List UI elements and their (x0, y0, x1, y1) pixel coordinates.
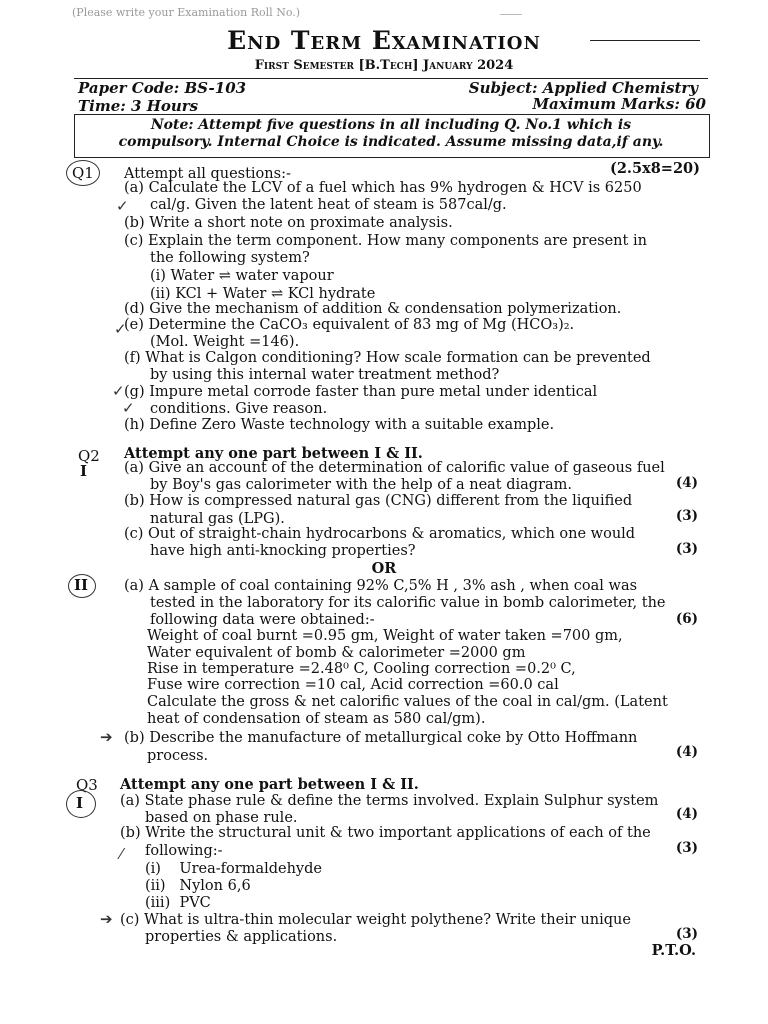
q1-h-line1: (h) Define Zero Waste technology with a suitable example. (124, 417, 555, 433)
pto-label: P.T.O. (651, 942, 696, 959)
tick-mark-icon: ⁄ (120, 845, 123, 863)
q1-e-line1: (e) Determine the CaCO₃ equivalent of 83 mg of Mg (HCO₃)₂. (124, 317, 575, 333)
q3-b-item-i: (i) Urea-formaldehyde (145, 861, 322, 877)
faint-dash (500, 14, 522, 15)
q1-c-line3: (i) Water ⇌ water vapour (150, 268, 334, 284)
faint-top-text: (Please write your Examination Roll No.) (72, 6, 301, 19)
q1-marks: (2.5x8=20) (609, 160, 700, 177)
q3-heading: Attempt any one part between I & II. (120, 776, 419, 793)
q1-d-line1: (d) Give the mechanism of addition & condensation polymerization. (124, 301, 622, 317)
q3-b-line1: (b) Write the structural unit & two important applications of each of the (120, 825, 651, 841)
q3-part-i-label: I (76, 794, 84, 812)
q1-c-line4: (ii) KCl + Water ⇌ KCl hydrate (150, 286, 376, 302)
q3-a-line2: based on phase rule. (145, 810, 298, 826)
q2-ii-b-line1: (b) Describe the manufacture of metallurgical coke by Otto Hoffmann (124, 730, 638, 746)
q3-a-line1: (a) State phase rule & define the terms involved. Explain Sulphur system (120, 793, 659, 809)
q2-b-line1: (b) How is compressed natural gas (CNG) different from the liquified (124, 493, 633, 509)
paper-code: Paper Code: BS-103 (78, 79, 247, 97)
q1-e-line2: (Mol. Weight =146). (150, 334, 300, 350)
note-line-1: Note: Attempt five questions in all including Q. No.1 which is (150, 117, 632, 133)
q1-number: Q1 (72, 164, 94, 182)
q3-b-marks: (3) (675, 840, 698, 856)
exam-title: End Term Examination (227, 26, 541, 55)
q1-c-line2: the following system? (150, 250, 310, 266)
tick-mark-icon: ✓ (116, 197, 129, 215)
q2-c-marks: (3) (675, 541, 698, 557)
note-line-2: compulsory. Internal Choice is indicated. Assume missing data,if any. (118, 134, 664, 150)
q2-ii-a-line4: Weight of coal burnt =0.95 gm, Weight of water taken =700 gm, (147, 628, 623, 644)
time-allowed: Time: 3 Hours (78, 97, 199, 115)
q2-ii-a-line9: heat of condensation of steam as 580 cal/gm). (147, 711, 486, 727)
q1-g-line2: conditions. Give reason. (150, 401, 328, 417)
q2-part-i-label: I (80, 462, 88, 480)
q2-number: Q2 (78, 447, 100, 465)
q2-a-line1: (a) Give an account of the determination of calorific value of gaseous fuel (124, 460, 665, 476)
q2-ii-a-line6: Rise in temperature =2.48⁰ C, Cooling correction =0.2⁰ C, (147, 661, 576, 677)
q2-ii-b-marks: (4) (675, 744, 698, 760)
q1-c-line1: (c) Explain the term component. How many components are present in (124, 233, 647, 249)
q2-a-marks: (4) (675, 475, 698, 491)
q2-ii-a-marks: (6) (675, 611, 698, 627)
q2-ii-a-line2: tested in the laboratory for its calorific value in bomb calorimeter, the (150, 595, 666, 611)
q2-a-line2: by Boy's gas calorimeter with the help of a neat diagram. (150, 477, 573, 493)
q1-b-line1: (b) Write a short note on proximate analysis. (124, 215, 453, 231)
q2-ii-a-line8: Calculate the gross & net calorific values of the coal in cal/gm. (Latent (147, 694, 668, 710)
q3-b-item-ii: (ii) Nylon 6,6 (145, 878, 251, 894)
tick-mark-icon: ✓ (112, 382, 125, 400)
q1-a-line1: (a) Calculate the LCV of a fuel which has 9% hydrogen & HCV is 6250 (124, 180, 642, 196)
q1-g-line1: (g) Impure metal corrode faster than pure metal under identical (124, 384, 598, 400)
q2-heading: Attempt any one part between I & II. (124, 445, 423, 462)
arrow-mark-icon: ➔ (100, 910, 113, 928)
q2-ii-b-line2: process. (147, 748, 209, 764)
q1-heading: Attempt all questions:- (124, 166, 291, 182)
exam-subtitle: First Semester [B.Tech] January 2024 (254, 58, 514, 73)
q2-c-line1: (c) Out of straight-chain hydrocarbons & aromatics, which one would (124, 526, 636, 542)
q3-b-line2: following:- (145, 843, 223, 859)
arrow-mark-icon: ➔ (100, 728, 113, 746)
q2-part-ii-label: II (74, 576, 89, 594)
subject: Subject: Applied Chemistry (468, 79, 698, 97)
q1-a-line2: cal/g. Given the latent heat of steam is 587cal/g. (150, 197, 507, 213)
tick-mark-icon: ✓ (114, 320, 127, 338)
q1-f-line1: (f) What is Calgon conditioning? How scale formation can be prevented (124, 350, 651, 366)
q2-or-divider: OR (371, 560, 397, 577)
q3-b-item-iii: (iii) PVC (145, 895, 211, 911)
q2-ii-a-line1: (a) A sample of coal containing 92% C,5% H , 3% ash , when coal was (124, 578, 638, 594)
q3-c-line1: (c) What is ultra-thin molecular weight polythene? Write their unique (120, 912, 631, 928)
tick-mark-icon: ✓ (122, 399, 135, 417)
q3-c-line2: properties & applications. (145, 929, 338, 945)
q2-ii-a-line3: following data were obtained:- (150, 612, 375, 628)
q2-c-line2: have high anti-knocking properties? (150, 543, 416, 559)
maximum-marks: Maximum Marks: 60 (532, 95, 706, 113)
q2-b-marks: (3) (675, 508, 698, 524)
q3-a-marks: (4) (675, 806, 698, 822)
q1-f-line2: by using this internal water treatment method? (150, 367, 500, 383)
q2-ii-a-line5: Water equivalent of bomb & calorimeter =2000 gm (147, 645, 526, 661)
q2-b-line2: natural gas (LPG). (150, 511, 285, 527)
q2-ii-a-line7: Fuse wire correction =10 cal, Acid correction =60.0 cal (147, 677, 559, 693)
q3-number: Q3 (76, 776, 98, 794)
q3-c-marks: (3) (675, 926, 698, 942)
